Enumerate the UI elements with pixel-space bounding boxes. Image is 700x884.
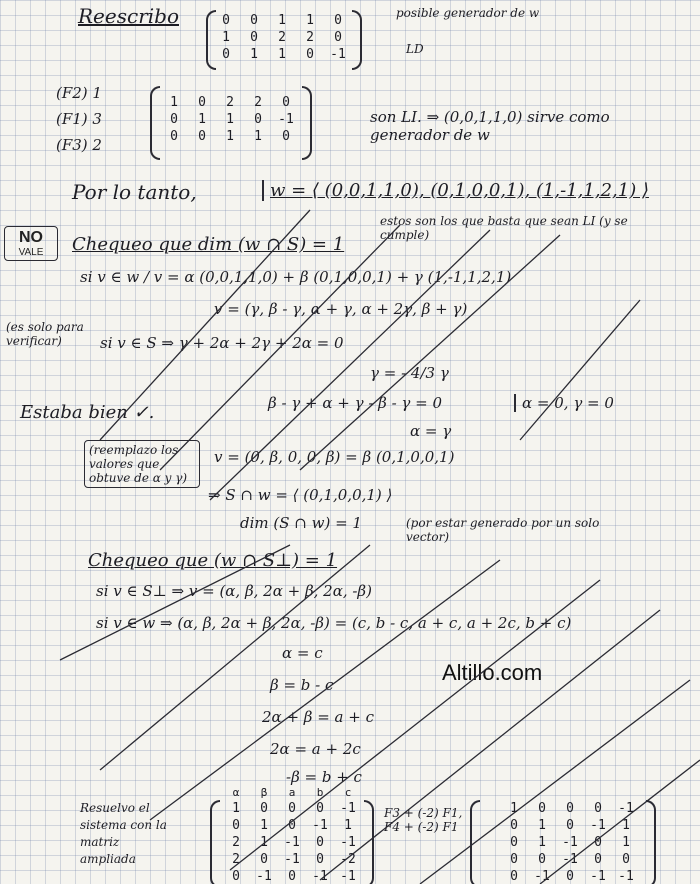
matrix-cell: -1	[340, 869, 356, 884]
matrix-cell: -1	[562, 852, 578, 867]
check1-line10: dim (S ∩ w) = 1	[240, 514, 362, 532]
matrix-ampliada	[222, 800, 362, 884]
matrix-cell: 0	[594, 852, 602, 867]
matrix-cell: 2	[232, 835, 240, 850]
row-label-3: (F3) 2	[56, 136, 102, 154]
matrix-cell: -1	[590, 869, 606, 884]
badge-line2: VALE	[18, 247, 44, 258]
matrix-cell: 1	[278, 13, 286, 28]
matrix-cell: 1	[538, 835, 546, 850]
matrix-row	[500, 851, 640, 868]
matrix-cell: 0	[316, 852, 324, 867]
matrix-row	[160, 94, 300, 111]
matrix-cell: -1	[340, 835, 356, 850]
matrix-cell: 0	[282, 95, 290, 110]
matrix-cell: 1	[198, 112, 206, 127]
row-label-2: (F1) 3	[56, 110, 102, 128]
matrix-cell: 2	[254, 95, 262, 110]
check1-line7: α = 0, γ = 0	[514, 394, 614, 412]
check2-eq1: α = c	[282, 644, 323, 662]
matrix-row	[500, 834, 640, 851]
matrix-cell: 0	[260, 852, 268, 867]
matrix-cell: 0	[510, 869, 518, 884]
check1-line9: ⇒ S ∩ w = ⟨ (0,1,0,0,1) ⟩	[208, 486, 393, 504]
row-label-1: (F2) 1	[56, 84, 102, 102]
check2-eq4: 2α = a + 2c	[270, 740, 361, 758]
matrix-cell: 1	[306, 13, 314, 28]
matrix-cell: 0	[622, 852, 630, 867]
matrix-cell: 1	[222, 30, 230, 45]
matrix2-bracket-left	[150, 86, 160, 160]
matrix-header-row	[222, 784, 362, 801]
matrix-cell: 2	[226, 95, 234, 110]
matrix-row	[500, 817, 640, 834]
check1-line10-note: (por estar generado por un solo vector)	[406, 516, 600, 544]
check1-line4: γ = - 4/3 γ	[370, 364, 449, 382]
matrix-cell: 1	[538, 818, 546, 833]
matrix3-header	[222, 784, 362, 801]
matrix-row	[222, 817, 362, 834]
check2-line2: si v ∈ w ⇒ (α, β, 2α + β, 2α, -β) = (c, b - c, a + c, a + 2c, b + c)	[96, 614, 572, 632]
matrix-cell: 0	[316, 801, 324, 816]
matrix-cell: 0	[510, 818, 518, 833]
check1-title: Chequeo que dim (w ∩ S) = 1	[72, 234, 345, 255]
matrix-cell: 2	[232, 852, 240, 867]
check2-eq3: 2α + β = a + c	[262, 708, 375, 726]
matrix-cell: -1	[278, 112, 294, 127]
matrix2-bracket-right	[302, 86, 312, 160]
matrix-row	[212, 12, 352, 29]
matrix-cell: 0	[170, 129, 178, 144]
matrix-header-cell: c	[344, 786, 352, 799]
matrix-header-cell: β	[260, 786, 268, 799]
matrix-cell: 0	[538, 852, 546, 867]
matrix-cell: 0	[282, 129, 290, 144]
check1-line1: si v ∈ w / v = α (0,0,1,1,0) + β (0,1,0,0,1) + γ (1,-1,1,2,1)	[80, 268, 512, 286]
check1-line6: α = γ	[410, 422, 452, 440]
matrix-cell: 1	[226, 129, 234, 144]
page-heading: Reescribo	[78, 4, 179, 28]
matrix-cell: 0	[288, 801, 296, 816]
matrix-cell: -1	[534, 869, 550, 884]
matrix-cell: 0	[288, 869, 296, 884]
matrix-cell: 1	[250, 47, 258, 62]
matrix-cell: 0	[334, 13, 342, 28]
matrix-cell: 0	[260, 801, 268, 816]
matrix-cell: 0	[510, 835, 518, 850]
matrix-reescribo	[212, 12, 352, 63]
watermark-text: Altillo.com	[442, 660, 543, 685]
matrix-header-cell: b	[316, 786, 324, 799]
matrix-row	[222, 800, 362, 817]
check1-line2: v = (γ, β - γ, α + γ, α + 2γ, β + γ)	[214, 300, 468, 318]
matrix-row	[500, 868, 640, 884]
matrix-cell: 1	[622, 835, 630, 850]
matrix-cell: 0	[566, 869, 574, 884]
matrix-reducida	[500, 800, 640, 884]
matrix-cell: 1	[344, 818, 352, 833]
matrix-cell: -1	[330, 47, 346, 62]
matrix-row	[500, 800, 640, 817]
matrix-cell: 1	[170, 95, 178, 110]
matrix-cell: 1	[278, 47, 286, 62]
ld-note: LD	[406, 42, 424, 56]
check2-line1: si v ∈ S⊥ ⇒ v = (α, β, 2α + β, 2α, -β)	[96, 582, 372, 600]
matrix-cell: 1	[254, 129, 262, 144]
matrix-cell: -1	[618, 869, 634, 884]
matrix-cell: 1	[622, 818, 630, 833]
matrix-cell: 0	[566, 818, 574, 833]
matrix-header-cell: a	[288, 786, 296, 799]
matrix-cell: 0	[334, 30, 342, 45]
row-ops-note: F3 + (-2) F1, F4 + (-2) F1	[384, 806, 463, 834]
matrix-row	[212, 29, 352, 46]
check2-eq2: β = b - c	[270, 676, 334, 694]
matrix-cell: -1	[256, 869, 272, 884]
matrix-cell: 0	[232, 869, 240, 884]
matrix-cell: 0	[306, 47, 314, 62]
check1-line3: si v ∈ S ⇒ γ + 2α + 2γ + 2α = 0	[100, 334, 344, 352]
matrix-bracket-right	[352, 10, 362, 70]
matrix-row	[222, 851, 362, 868]
generator-note: posible generador de w	[396, 6, 540, 20]
no-vale-badge	[4, 226, 58, 261]
matrix-echelon	[160, 94, 300, 145]
matrix-cell: 1	[232, 801, 240, 816]
matrix-cell: 0	[232, 818, 240, 833]
matrix-cell: 0	[222, 47, 230, 62]
matrix-cell: 1	[510, 801, 518, 816]
matrix-row	[222, 834, 362, 851]
matrix-cell: 2	[278, 30, 286, 45]
matrix-cell: -1	[284, 835, 300, 850]
matrix-cell: -1	[590, 818, 606, 833]
reemplazo-note: (reemplazo los valores que obtuve de α y γ)	[84, 440, 200, 488]
li-note: son LI. ⇒ (0,0,1,1,0) sirve como generador de w	[370, 108, 610, 144]
matrix4-bracket-left	[470, 800, 480, 884]
w-span-expression: w = ⟨ (0,0,1,1,0), (0,1,0,0,1), (1,-1,1,2,1) ⟩	[262, 180, 649, 201]
check2-eq5: -β = b + c	[286, 768, 362, 786]
matrix-cell: 0	[250, 30, 258, 45]
matrix-cell: 1	[226, 112, 234, 127]
matrix3-bracket-left	[210, 800, 220, 884]
matrix-cell: 0	[254, 112, 262, 127]
matrix-cell: 1	[260, 818, 268, 833]
badge-line1: NO	[19, 229, 43, 246]
check1-line5: β - γ + α + γ - β - γ = 0	[268, 394, 443, 412]
matrix-cell: 0	[566, 801, 574, 816]
verify-note: (es solo para verificar)	[6, 320, 84, 348]
matrix-cell: 0	[250, 13, 258, 28]
resuelvo-note: Resuelvo el sistema con la matriz ampliada	[80, 801, 167, 866]
matrix-row	[160, 111, 300, 128]
matrix-cell: 0	[316, 835, 324, 850]
matrix-cell: 0	[594, 801, 602, 816]
matrix-cell: 0	[222, 13, 230, 28]
matrix-cell: 0	[198, 95, 206, 110]
matrix-row	[160, 128, 300, 145]
matrix-cell: 0	[288, 818, 296, 833]
matrix-cell: -1	[284, 852, 300, 867]
matrix-cell: 1	[260, 835, 268, 850]
check2-title: Chequeo que (w ∩ S⊥) = 1	[88, 550, 338, 571]
matrix-cell: -1	[340, 801, 356, 816]
matrix-cell: -1	[562, 835, 578, 850]
matrix-cell: 0	[594, 835, 602, 850]
w-span-note: estos son los que basta que sean LI (y se cumple)	[380, 214, 628, 242]
matrix-header-cell: α	[232, 786, 240, 799]
matrix-cell: -1	[618, 801, 634, 816]
matrix-cell: 0	[510, 852, 518, 867]
matrix-cell: 0	[198, 129, 206, 144]
matrix-cell: -1	[312, 869, 328, 884]
por-lo-tanto: Por lo tanto,	[72, 180, 197, 204]
matrix3-bracket-right	[364, 800, 374, 884]
matrix-row	[212, 46, 352, 63]
estaba-bien-note: Estaba bien ✓.	[20, 402, 155, 423]
check1-line8: v = (0, β, 0, 0, β) = β (0,1,0,0,1)	[214, 448, 455, 466]
matrix4-bracket-right	[646, 800, 656, 884]
matrix-cell: 0	[170, 112, 178, 127]
matrix-cell: -1	[312, 818, 328, 833]
matrix-cell: 2	[306, 30, 314, 45]
matrix-row	[222, 868, 362, 884]
matrix-cell: 0	[538, 801, 546, 816]
matrix-cell: -2	[340, 852, 356, 867]
